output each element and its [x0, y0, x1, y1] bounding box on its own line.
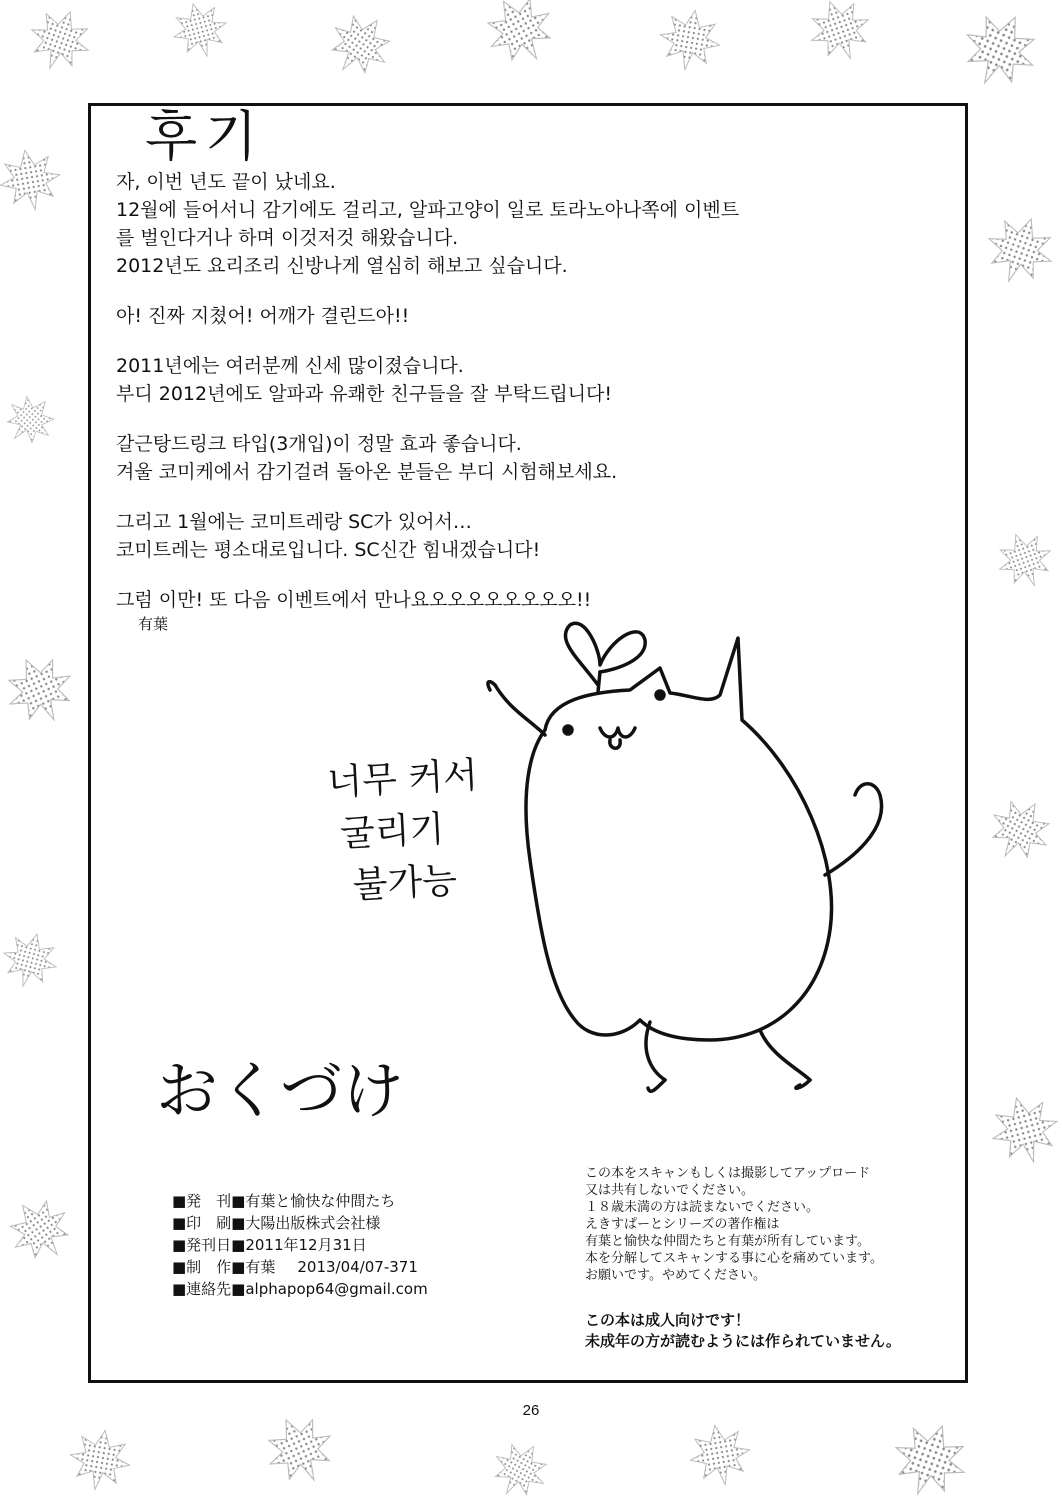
notice-line: お願いです。やめてください。	[585, 1268, 766, 1283]
paragraph-5	[116, 508, 876, 564]
paragraph-4	[116, 430, 876, 486]
text-line: 2011년에는 여러분께 신세 많이졌습니다.	[116, 355, 464, 377]
text-line: 아! 진짜 지쳤어! 어깨가 결린드아!!	[116, 305, 410, 327]
handwritten-note	[326, 746, 554, 913]
notice-line: 有葉と愉快な仲間たちと有葉が所有しています。	[585, 1234, 870, 1249]
text-line: 코미트레는 평소대로입니다. SC신간 힘내겠습니다!	[116, 539, 541, 561]
author-signature: 有葉	[138, 615, 169, 633]
notice-line: この本をスキャンもしくは撮影してアップロード	[585, 1166, 871, 1181]
colophon-scan-date: 2013/04/07-371	[297, 1258, 418, 1276]
note-line: 불가능	[351, 860, 459, 907]
colophon-row: ■発 刊■有葉と愉快な仲間たち	[172, 1192, 396, 1210]
notice-line: えきすぱーとシリーズの著作権は	[585, 1217, 780, 1232]
text-line: 자, 이번 년도 끝이 났네요.	[116, 171, 336, 193]
text-line: 를 벌인다거나 하며 이것저것 해왔습니다.	[116, 227, 459, 249]
notice-line: １８歳未満の方は読まないでください。	[585, 1200, 820, 1215]
paragraph-2	[116, 302, 876, 330]
note-line: 굴리기	[339, 808, 446, 856]
colophon-producer: ■制 作■有葉	[172, 1258, 276, 1276]
text-line: 2012년도 요리조리 신방나게 열심히 해보고 싶습니다.	[116, 255, 568, 277]
notice-line: 本を分解してスキャンする事に心を痛めています。	[585, 1251, 883, 1266]
afterword-heading: 후기	[145, 105, 266, 168]
note-line: 너무 커서	[326, 754, 479, 804]
adult-warning	[585, 1310, 901, 1352]
colophon-row: ■発刊日■2011年12月31日	[172, 1236, 367, 1254]
paragraph-1	[116, 168, 876, 280]
text-line: 갈근탕드링크 타입(3개입)이 정말 효과 좋습니다.	[116, 433, 522, 455]
colophon-title: おくづけ	[156, 1054, 405, 1127]
colophon-contact: ■連絡先■alphapop64@gmail.com	[172, 1280, 428, 1298]
notice-line: 又は共有しないでください。	[585, 1183, 755, 1198]
colophon-row	[172, 1256, 428, 1278]
text-line: 부디 2012년에도 알파과 유쾌한 친구들을 잘 부탁드립니다!	[116, 383, 612, 405]
page-number: 26	[522, 1402, 540, 1419]
colophon-row: ■印 刷■大陽出版株式会社様	[172, 1214, 381, 1232]
colophon-details	[172, 1190, 428, 1300]
text-line: 그럼 이만! 또 다음 이벤트에서 만나요오오오오오오오오!!	[116, 589, 592, 611]
text-line: 겨울 코미케에서 감기걸려 돌아온 분들은 부디 시험해보세요.	[116, 461, 618, 483]
text-line: 12월에 들어서니 감기에도 걸리고, 알파고양이 일로 토라노아나쪽에 이벤트	[116, 199, 740, 221]
text-line: 그리고 1월에는 코미트레랑 SC가 있어서…	[116, 511, 472, 533]
warning-line: この本は成人向けです！	[585, 1311, 751, 1329]
warning-line: 未成年の方が読むようには作られていません。	[585, 1332, 901, 1350]
paragraph-3	[116, 352, 876, 408]
afterword-body	[116, 168, 876, 636]
copyright-notice	[585, 1165, 883, 1284]
